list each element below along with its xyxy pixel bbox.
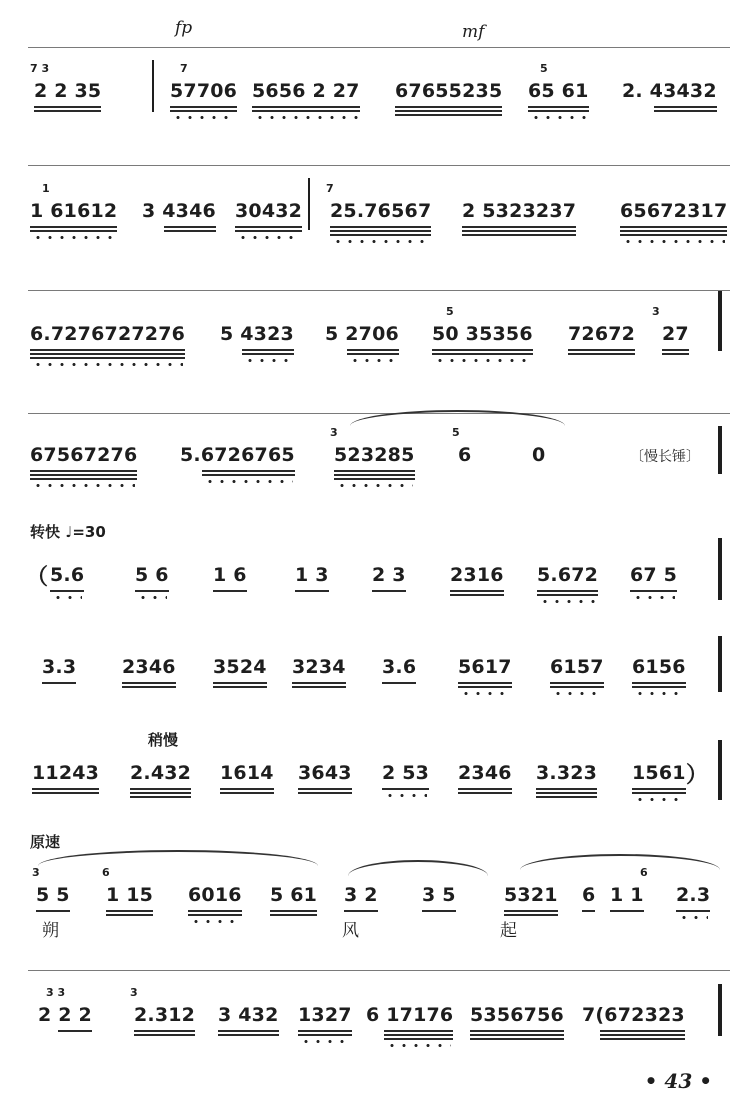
score-line-1	[30, 60, 730, 120]
measure: 1 61612	[30, 200, 117, 222]
measure: 67655235	[395, 80, 502, 102]
measure: 2.3	[676, 884, 710, 906]
score-line-9	[30, 984, 730, 1044]
measure: 65 61	[528, 80, 589, 102]
measure: 67567276	[30, 444, 137, 466]
slur	[348, 860, 488, 876]
slur	[520, 854, 720, 870]
measure: 25.76567	[330, 200, 431, 222]
measure: 2 2 2	[38, 1004, 92, 1026]
barline	[152, 60, 154, 112]
measure: 2316	[450, 564, 504, 586]
measure: 5321	[504, 884, 558, 906]
measure: 2 53	[382, 762, 429, 784]
measure: 1 15	[106, 884, 153, 906]
measure: 6157	[550, 656, 604, 678]
measure: 5656 2 27	[252, 80, 360, 102]
barline	[718, 636, 722, 692]
measure: 3.6	[382, 656, 416, 678]
score-line-8	[30, 858, 730, 918]
measure: 6 17176	[366, 1004, 453, 1026]
measure: 1 6	[213, 564, 247, 586]
measure: 30432	[235, 200, 302, 222]
measure: 27	[662, 323, 689, 345]
measure: 2. 43432	[622, 80, 717, 102]
measure: 2.432	[130, 762, 191, 784]
page-number: • 43 •	[644, 1069, 712, 1093]
tempo-label: 转快 ♩=30	[30, 523, 106, 541]
lyric: 风	[342, 921, 359, 941]
measure: 2 5323237	[462, 200, 576, 222]
grace-note: 3	[32, 866, 40, 879]
grace-note: 5	[540, 62, 548, 75]
measure: 3.3	[42, 656, 76, 678]
measure: 1 3	[295, 564, 329, 586]
measure: 67 5	[630, 564, 677, 586]
score-line-4	[30, 426, 730, 486]
measure: 2346	[458, 762, 512, 784]
lyric: 朔	[42, 921, 59, 941]
dynamic-mf: mf	[462, 22, 485, 42]
measure: 523285	[334, 444, 415, 466]
score-line-5	[26, 552, 730, 612]
score-line-7	[30, 752, 730, 812]
measure: 6	[458, 444, 472, 466]
barline	[718, 984, 722, 1036]
grace-note: 6	[640, 866, 648, 879]
measure: 3643	[298, 762, 352, 784]
measure: 6	[582, 884, 595, 906]
measure: 5617	[458, 656, 512, 678]
grace-note: 7	[326, 182, 334, 195]
measure: 1 1	[610, 884, 644, 906]
paren-open: （	[26, 565, 49, 590]
staff-rule	[28, 47, 730, 48]
barline	[718, 740, 722, 800]
measure: 50 35356	[432, 323, 533, 345]
measure: 6.7276727276	[30, 323, 185, 345]
measure: 3234	[292, 656, 346, 678]
score-line-3	[30, 303, 730, 363]
measure: 2 3	[372, 564, 406, 586]
measure: 3.323	[536, 762, 597, 784]
measure: 57706	[170, 80, 237, 102]
grace-note: 3 3	[46, 986, 66, 999]
measure: 65672317	[620, 200, 727, 222]
staff-rule	[28, 290, 730, 291]
measure: 6156	[632, 656, 686, 678]
grace-note: 5	[446, 305, 454, 318]
measure: 5.672	[537, 564, 598, 586]
measure: 2 2 35	[34, 80, 101, 102]
grace-note: 1	[42, 182, 50, 195]
grace-note: 7 3	[30, 62, 50, 75]
staff-rule	[28, 970, 730, 971]
measure: 5356756	[470, 1004, 564, 1026]
grace-note: 7	[180, 62, 188, 75]
measure: 3 432	[218, 1004, 279, 1026]
measure: 72672	[568, 323, 635, 345]
grace-note: 3	[130, 986, 138, 999]
barline	[718, 291, 722, 351]
staff-rule	[28, 413, 730, 414]
instrumental-note: 〔慢长锤〕	[630, 449, 700, 465]
staff-rule	[28, 165, 730, 166]
grace-note: 5	[452, 426, 460, 439]
score-line-6	[30, 644, 730, 704]
dynamic-fp: fp	[175, 18, 193, 38]
measure: 5 2706	[325, 323, 399, 345]
grace-note: 3	[330, 426, 338, 439]
measure: 5 4323	[220, 323, 294, 345]
measure: 5 61	[270, 884, 317, 906]
barline	[718, 538, 722, 600]
measure: 7(672323	[582, 1004, 685, 1026]
barline	[718, 426, 722, 474]
slur	[38, 850, 318, 866]
grace-note: 3	[652, 305, 660, 318]
original-tempo-label: 原速	[30, 833, 61, 851]
paren-close: ）	[686, 763, 709, 788]
measure: 3 4346	[142, 200, 216, 222]
barline	[308, 178, 310, 230]
measure: 5.6	[50, 564, 84, 586]
measure: 2.312	[134, 1004, 195, 1026]
measure: 3524	[213, 656, 267, 678]
measure: 5 5	[36, 884, 70, 906]
measure: 6016	[188, 884, 242, 906]
tempo-slower-label: 稍慢	[148, 731, 179, 749]
grace-note: 6	[102, 866, 110, 879]
measure: 1614	[220, 762, 274, 784]
measure: 3 5	[422, 884, 456, 906]
measure: 5 6	[135, 564, 169, 586]
measure: 5.6726765	[180, 444, 295, 466]
score-line-2	[30, 178, 730, 238]
measure: 2346	[122, 656, 176, 678]
measure: 3 2	[344, 884, 378, 906]
measure: 0	[532, 444, 546, 466]
measure: 1327	[298, 1004, 352, 1026]
measure: 11243	[32, 762, 99, 784]
lyric: 起	[500, 921, 517, 941]
measure: 1561	[632, 762, 686, 784]
